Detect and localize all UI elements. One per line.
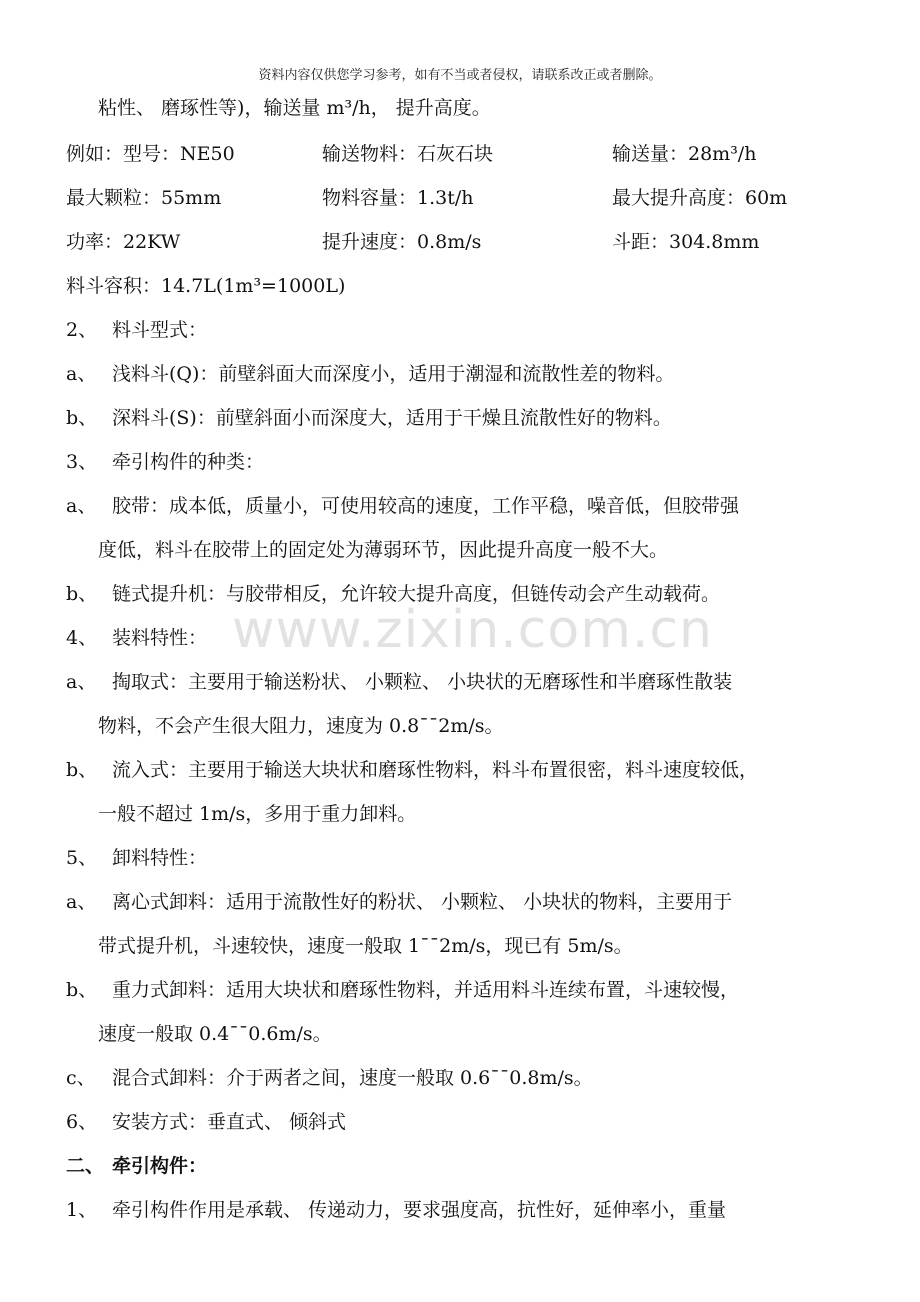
- document-line: [66, 406, 672, 430]
- line-text: 浅料斗(Q)：前壁斜面大而深度小，适用于潮湿和流散性差的物料。: [112, 363, 675, 385]
- line-text: 带式提升机，斗速较快，速度一般取 1¯¯2m/s，现已有 5m/s。: [98, 935, 633, 957]
- list-marker: a、: [66, 363, 97, 385]
- list-marker: a、: [66, 671, 97, 693]
- line-text: 度低，料斗在胶带上的固定处为薄弱环节，因此提升高度一般不大。: [98, 539, 669, 561]
- line-text: 一般不超过 1m/s，多用于重力卸料。: [98, 803, 417, 825]
- example-lift-speed: 提升速度：0.8m/s: [322, 231, 482, 253]
- document-line: [66, 450, 264, 474]
- document-line: [66, 1198, 726, 1222]
- line-text: 流入式：主要用于输送大块状和磨琢性物料，料斗布置很密，料斗速度较低，: [112, 759, 759, 781]
- list-marker: 6、: [66, 1111, 98, 1133]
- list-marker: b、: [66, 583, 98, 605]
- document-line: [98, 714, 504, 738]
- list-marker: a、: [66, 495, 97, 517]
- example-max-particle: 最大颗粒：55mm: [66, 187, 222, 209]
- line-text: 牵引构件作用是承载、 传递动力，要求强度高，抗性好，延伸率小，重量: [112, 1199, 727, 1221]
- list-marker: 3、: [66, 451, 98, 473]
- list-marker: a、: [66, 891, 97, 913]
- list-marker: b、: [66, 979, 98, 1001]
- line-text: 牵引构件：: [112, 1155, 208, 1177]
- document-line: [66, 758, 758, 782]
- line-text: 重力式卸料：适用大块状和磨琢性物料，并适用料斗连续布置，斗速较慢，: [112, 979, 740, 1001]
- example-bucket-volume: 料斗容积：14.7L(1m³=1000L): [66, 275, 346, 297]
- line-text: 牵引构件的种类：: [112, 451, 265, 473]
- line-text: 物料，不会产生很大阻力，速度为 0.8¯¯2m/s。: [98, 715, 504, 737]
- document-line: [98, 538, 668, 562]
- document-line: [66, 978, 739, 1002]
- list-marker: b、: [66, 407, 98, 429]
- line-text: 链式提升机：与胶带相反，允许较大提升高度，但链传动会产生动载荷。: [112, 583, 721, 605]
- document-line: [98, 802, 416, 826]
- example-material-volume: 物料容量：1.3t/h: [322, 187, 474, 209]
- example-model: 例如：型号：NE50: [66, 143, 235, 165]
- document-line: [66, 318, 207, 342]
- line-text: 速度一般取 0.4¯¯0.6m/s。: [98, 1023, 332, 1045]
- list-marker: 二、: [66, 1155, 105, 1177]
- example-bucket-pitch: 斗距：304.8mm: [612, 231, 760, 253]
- document-line: [66, 1066, 593, 1090]
- list-marker: 4、: [66, 627, 98, 649]
- document-line: [66, 1110, 346, 1134]
- line-text: 离心式卸料：适用于流散性好的粉状、 小颗粒、 小块状的物料，主要用于: [112, 891, 733, 913]
- watermark: www.zixin.com.cn: [232, 600, 713, 660]
- line-text: 卸料特性：: [112, 847, 208, 869]
- list-marker: 2、: [66, 319, 98, 341]
- example-material: 输送物料：石灰石块: [322, 143, 494, 165]
- line-text: 深料斗(S)：前壁斜面小而深度大，适用于干燥且流散性好的物料。: [112, 407, 672, 429]
- list-marker: b、: [66, 759, 98, 781]
- example-max-lift-height: 最大提升高度：60m: [612, 187, 788, 209]
- document-line: [66, 890, 732, 914]
- document-line: [66, 494, 739, 518]
- document-line: [66, 1154, 207, 1178]
- document-line: [66, 670, 732, 694]
- document-line: [66, 362, 674, 386]
- list-marker: 1、: [66, 1199, 98, 1221]
- line-text: 掏取式：主要用于输送粉状、 小颗粒、 小块状的无磨琢性和半磨琢性散装: [112, 671, 733, 693]
- line-text: 装料特性：: [112, 627, 208, 649]
- list-marker: 5、: [66, 847, 98, 869]
- document-line: [98, 934, 633, 958]
- line-text: 料斗型式：: [112, 319, 208, 341]
- example-capacity: 输送量：28m³/h: [612, 143, 757, 165]
- line-text: 安装方式：垂直式、 倾斜式: [112, 1111, 347, 1133]
- document-line: [98, 1022, 332, 1046]
- document-line: [66, 582, 720, 606]
- document-line: [66, 846, 207, 870]
- page-header-disclaimer: 资料内容仅供您学习参考，如有不当或者侵权，请联系改正或者删除。: [258, 68, 662, 83]
- example-power: 功率：22KW: [66, 231, 181, 253]
- document-line: [66, 626, 207, 650]
- line-text: 胶带：成本低，质量小，可使用较高的速度，工作平稳，噪音低，但胶带强: [112, 495, 740, 517]
- line-text: 混合式卸料：介于两者之间，速度一般取 0.6¯¯0.8m/s。: [112, 1067, 593, 1089]
- intro-line: 粘性、 磨琢性等)，输送量 m³/h， 提升高度。: [98, 97, 491, 119]
- list-marker: c、: [66, 1067, 96, 1089]
